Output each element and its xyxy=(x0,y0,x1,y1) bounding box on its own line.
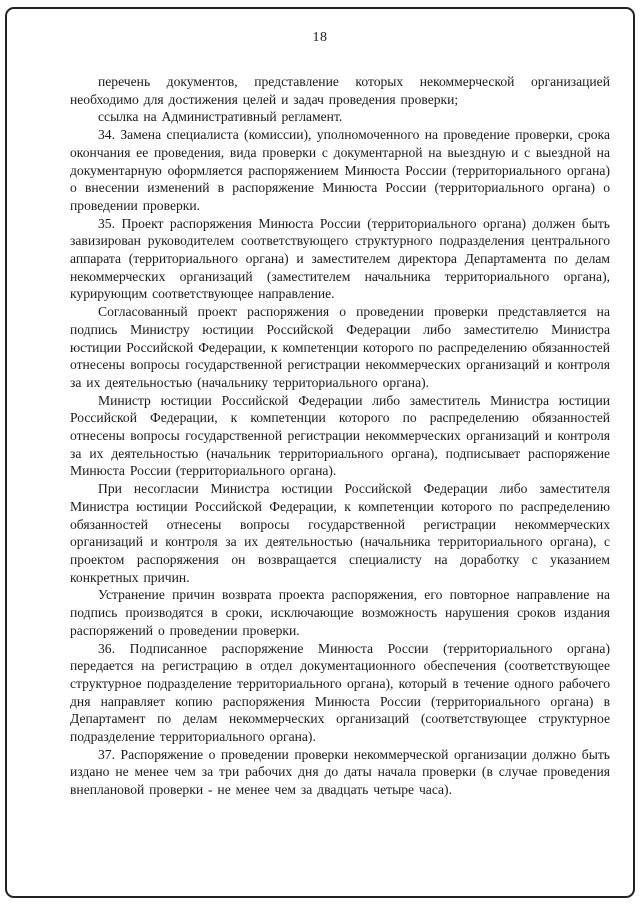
paragraph-item-36: 36. Подписанное распоряжение Минюста России (территориального органа) передается на регистрацию в отдел документационного обеспечения (соответствующее структурное подразделение территориального органа), который в течение одного рабочего дня направляет копию распоряжения Минюста России (территориального органа) в Департамент по делам некоммерческих организаций (соответствующее структурное подразделение территориального органа). xyxy=(70,640,610,745)
paragraph-list-continuation: ссылка на Административный регламент. xyxy=(98,109,343,125)
paragraph-list-continuation: перечень документов, представление которых некоммерческой организацией необходимо для достижения целей и задач проведения проверки; xyxy=(70,74,610,107)
paragraph: Министр юстиции Российской Федерации либо заместитель Министра юстиции Российской Федерации, к компетенции которого по распределению обязанностей отнесены вопросы государственной регистрации некоммерческих организаций и контроля за их деятельностью (начальник территориального органа), подписывает распоряжение Минюста России (территориального органа). xyxy=(70,392,610,479)
paragraph-item-35: 35. Проект распоряжения Минюста России (территориального органа) должен быть завизирован руководителем соответствующего структурного подразделения центрального аппарата (территориального органа) и заместителем директора Департамента по делам некоммерческих организаций (заместителем начальника территориального органа), курирующим соответствующее направление. xyxy=(70,215,610,302)
page-number: 18 xyxy=(312,30,328,45)
paragraph: Устранение причин возврата проекта распоряжения, его повторное направление на подпись производятся в сроки, исключающие возможность нарушения сроков издания распоряжений о проведении проверки. xyxy=(70,587,610,638)
paragraph-item-34: 34. Замена специалиста (комиссии), уполномоченного на проведение проверки, срока окончания ее проведения, вида проверки с документарной на выездную и с выездной на документарную оформляется распоряжением Минюста России (территориального органа) о внесении изменений в распоряжение Минюста России (территориального органа) о проведении проверки. xyxy=(70,127,610,213)
page-content xyxy=(70,73,610,799)
paragraph: При несогласии Министра юстиции Российской Федерации либо заместителя Министра юстиции Российской Федерации, к компетенции которого по распределению обязанностей отнесены вопросы государственной регистрации некоммерческих организаций и контроля за их деятельностью (начальника территориального органа), с проектом распоряжения он возвращается специалисту на доработку с указанием конкретных причин. xyxy=(70,481,610,585)
paragraph-item-37: 37. Распоряжение о проведении проверки некоммерческой организации должно быть издано не менее чем за три рабочих дня до даты начала проверки (в случае проведения внеплановой проверки - не менее чем за двадцать четыре часа). xyxy=(70,746,610,798)
paragraph: Согласованный проект распоряжения о проведении проверки представляется на подпись Министру юстиции Российской Федерации либо заместителю Министра юстиции Российской Федерации, к компетенции которого по распределению обязанностей отнесены вопросы государственной регистрации некоммерческих организаций и контроля за их деятельностью (начальнику территориального органа). xyxy=(70,304,610,390)
